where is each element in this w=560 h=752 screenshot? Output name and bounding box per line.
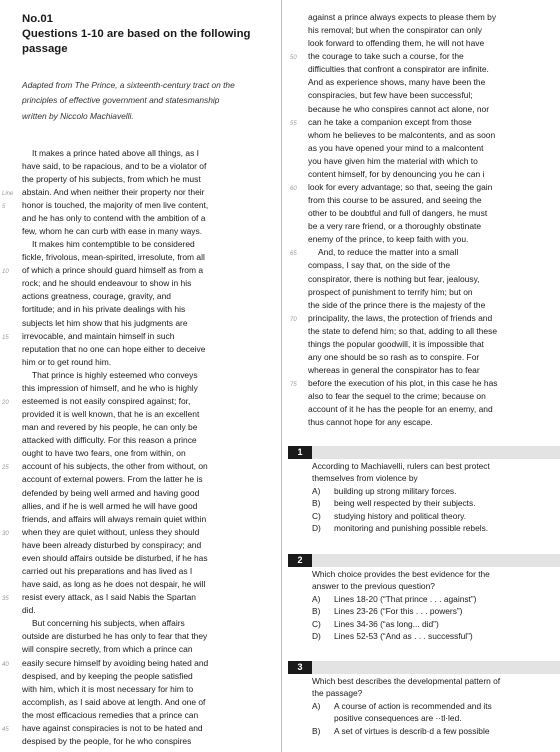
title-line: Questions 1-10 are based on the following [22,28,251,40]
line-number: 50 [290,55,297,62]
option-letter: C) [312,618,321,629]
passage-line: principality, the laws, the protection of friends and 70 [308,312,560,325]
passage-line: him or to get round him. [22,356,112,367]
line-number: 70 [290,316,297,323]
stem-line: answer to the previous question? [312,581,435,592]
passage-line: before the execution of his plot, in this case he has 75 [308,377,560,390]
line-number: 45 [2,726,9,733]
option-text: building up strong military forces. [334,485,457,496]
passage-line: other to be doubtful and full of dangers, he must [308,208,488,219]
passage-line: have been already disturbed by conspiracy; and [22,539,202,550]
option-letter: B) [312,606,321,617]
question-header-2 [288,554,560,567]
passage-line: against a prince always expects to please them by [308,12,497,22]
passage-line: because he who conspires cannot act alone, nor [308,103,490,114]
question-stem [312,460,552,485]
passage-line: things the popular goodwill, it is impossible that [308,338,484,349]
question-2 [312,568,552,642]
passage-line: with him, which it is most necessary for him to [22,683,194,694]
answer-option-c[interactable] [312,618,552,630]
question-1 [312,460,552,534]
intro-line: written by Niccolo Machiavelli. [22,110,134,121]
line-number: 75 [290,382,297,389]
option-text: A set of virtues is describ·d a few possible [334,725,490,736]
line-number: 15 [2,334,9,341]
passage-line: That prince is highly esteemed who conveys [32,369,198,380]
passage-line: despised by the people, for he who conspires [22,736,192,747]
passage-line: reputation that no one can hope either to deceive [22,343,206,354]
passage-line: attacked with difficulty. For this reason a prince [22,435,197,446]
passage-intro [22,78,278,124]
passage-line: esteemed is not easily conspired against; for, 20 [22,395,278,408]
passage-text-right [290,11,560,430]
passage-line: enemy of the prince, to keep faith with you. [308,234,469,245]
passage-line: subjects let him show that his judgments are [22,317,188,328]
passage-line: account of his subjects, the other from without, on 25 [22,460,278,473]
passage-line: provided it is well known, that he is an excellent [22,409,200,420]
question-number-badge: 2 [288,554,312,567]
passage-line: It makes a prince hated above all things, as I [32,147,199,158]
option-letter: A) [312,593,321,604]
passage-line: have said, as long as he does not despair, he will [22,579,206,590]
option-text: A course of action is recommended and its [334,700,492,711]
answer-option-d[interactable] [312,522,552,534]
passage-line: also to fear the sequel to the crime; because on [308,391,486,402]
passage-line: It makes him contemptible to be considered [32,239,195,250]
passage-line: honor is touched, the majority of men live content, 5 [22,199,278,212]
option-letter: B) [312,725,321,736]
option-letter: A) [312,485,321,496]
passage-line: will conspire secretly, from which a prince can [22,644,193,655]
option-text: studying history and political theory. [334,510,467,521]
passage-line: friends, and affairs will always remain quiet within [22,513,207,524]
passage-line: defended by being well armed and having good [22,487,200,498]
stem-line: themselves from violence by [312,473,418,484]
passage-line: when they are quiet without, unless they should 30 [22,526,278,539]
option-text: monitoring and punishing possible rebels. [334,523,489,534]
passage-line: accomplish, as I said above at length. And one of [22,696,206,707]
column-divider [281,0,282,752]
passage-line: you have given him the material with which to [308,155,478,166]
passage-line: compass, I say that, on the side of the [308,260,451,271]
line-number: 20 [2,399,9,406]
passage-line: any one should be so rash as to conspire. For [308,352,480,363]
passage-line: ought to have two fears, one from within, on [22,448,186,459]
passage-line: prospect of punishment to terrify him; but on [308,286,473,297]
line-number: Line [2,190,14,197]
answer-option-a[interactable] [312,485,552,497]
answer-option-b[interactable] [312,605,552,617]
passage-line: can he take a companion except from those 55 [308,116,560,129]
line-number: 40 [2,661,9,668]
passage-line: resist every attack, as I said Nabis the Spartan 35 [22,591,278,604]
stem-line: Which choice provides the best evidence for the [312,569,490,579]
passage-line: his removal; but when the conspirator can only [308,25,482,36]
passage-line: rock; and he should endeavour to show in his [22,278,192,289]
option-text: Lines 18-20 (“That prince . . . against”) [334,593,477,604]
passage-line: the courage to take such a course, for the 50 [308,50,560,63]
title-line: passage [22,43,68,55]
passage-line: carried out his preparations and has lived as I [22,566,193,576]
passage-line: have said, to be rapacious, and to be a violator of [22,160,207,171]
answer-option-a[interactable] [312,700,552,725]
page-title [22,12,277,57]
passage-line: thus cannot hope for any escape. [308,417,433,428]
passage-line: whom he believes to be malcontents, and as soon [308,129,496,140]
question-stem [312,568,552,593]
passage-line: But concerning his subjects, when affairs [32,618,185,629]
passage-line: fickle, frivolous, mean-spirited, irresolute, from all [22,252,205,263]
question-number-badge: 3 [288,661,312,674]
passage-line: abstain. And when neither their property nor their Line [22,186,278,199]
answer-option-a[interactable] [312,593,552,605]
line-number: 55 [290,120,297,127]
passage-line: of which a prince should guard himself as from a 10 [22,264,278,277]
question-number-badge: 1 [288,446,312,459]
question-header-1 [288,446,560,459]
line-number: 10 [2,269,9,276]
passage-line: as you have opened your mind to a malcontent [308,142,484,153]
option-letter: D) [312,631,321,642]
option-letter: D) [312,523,321,534]
option-letter: A) [312,700,321,711]
passage-line: look for every advantage; so that, seeing the gain 60 [308,181,560,194]
question-header-3 [288,661,560,674]
answer-option-d[interactable] [312,630,552,642]
passage-line: conspirator, there is nothing but fear, jealousy, [308,273,480,284]
option-text: being well respected by their subjects. [334,498,476,509]
line-number: 65 [290,251,297,258]
intro-line: Adapted from The Prince, a sixteenth-century tract on the [22,80,235,90]
passage-line: fortitude; and in his private dealings with his [22,304,186,315]
passage-line: irrevocable, and maintain himself in such 15 [22,330,278,343]
option-letter: B) [312,498,321,509]
passage-line: this impression of himself, and he who is highly [22,382,198,393]
passage-line: actions greatness, courage, gravity, and [22,291,171,302]
answer-option-c[interactable] [312,510,552,522]
line-number: 35 [2,596,9,603]
passage-line: despised, and by keeping the people satisfied [22,670,193,681]
passage-line: easily secure himself by avoiding being hated and 40 [22,657,278,670]
passage-line: conspiracies, but few have been successful; [308,90,473,101]
stem-line: Which best describes the developmental pattern of [312,676,501,686]
passage-line: from this course to be assured, and seeing the [308,195,482,206]
answer-option-b[interactable] [312,497,552,509]
passage-line: whereas in general the conspirator has to fear [308,365,480,376]
intro-line: principles of effective government and statesmanship [22,95,220,106]
line-number: 25 [2,465,9,472]
passage-line: outside are disturbed he has only to fear that they [22,631,208,642]
option-letter: C) [312,510,321,521]
passage-line: difficulties that confront a conspirator are infinite. [308,64,489,75]
passage-line: the property of his subjects, from which he must [22,173,201,184]
passage-line: account of it he has the people for an enemy, and [308,404,493,415]
passage-line: man and revered by his people, he can only be [22,422,198,433]
question-stem [312,675,552,700]
line-number: 30 [2,530,9,537]
passage-line: the side of the prince there is the majesty of the [308,299,486,310]
passage-line: did. [22,605,36,616]
title-line: No.01 [22,13,54,25]
passage-line: And as experience shows, many have been the [308,77,486,88]
line-number: 60 [290,186,297,193]
passage-line: And, to reduce the matter into a small 65 [308,246,560,259]
passage-line: the most efficacious remedies that a prince can [22,709,199,720]
line-number: 5 [2,203,6,210]
option-text: positive consequences are ··tl·led. [334,713,462,724]
passage-line: account of external powers. From the latter he is [22,474,203,485]
passage-line: be a very rare friend, or a thoroughly obstinate [308,221,482,232]
option-text: Lines 52-53 (“And as . . . successful”) [334,631,473,642]
passage-text-left [2,147,278,749]
passage-line: the state to defend him; so that, adding to all these [308,325,498,336]
option-text: Lines 34-36 (“as long... did”) [334,618,439,629]
passage-line: look forward to offending them, he will not have [308,38,485,49]
stem-line: the passage? [312,688,363,699]
passage-line: few, whom he can curb with ease in many ways. [22,225,203,236]
option-text: Lines 23-26 (“For this . . . powers”) [334,606,463,617]
passage-line: have against conspiracies is not to be hated and 45 [22,722,278,735]
passage-line: content himself, for by denouncing you he can i [308,168,485,179]
stem-line: According to Machiavelli, rulers can best protect [312,461,490,471]
passage-line: even should affairs outside be disturbed, if he has [22,552,208,563]
passage-line: and he has only to contend with the ambition of a [22,212,206,223]
question-3 [312,675,552,737]
answer-option-b[interactable] [312,725,552,737]
passage-line: allies, and if he is well armed he will have good [22,500,198,511]
